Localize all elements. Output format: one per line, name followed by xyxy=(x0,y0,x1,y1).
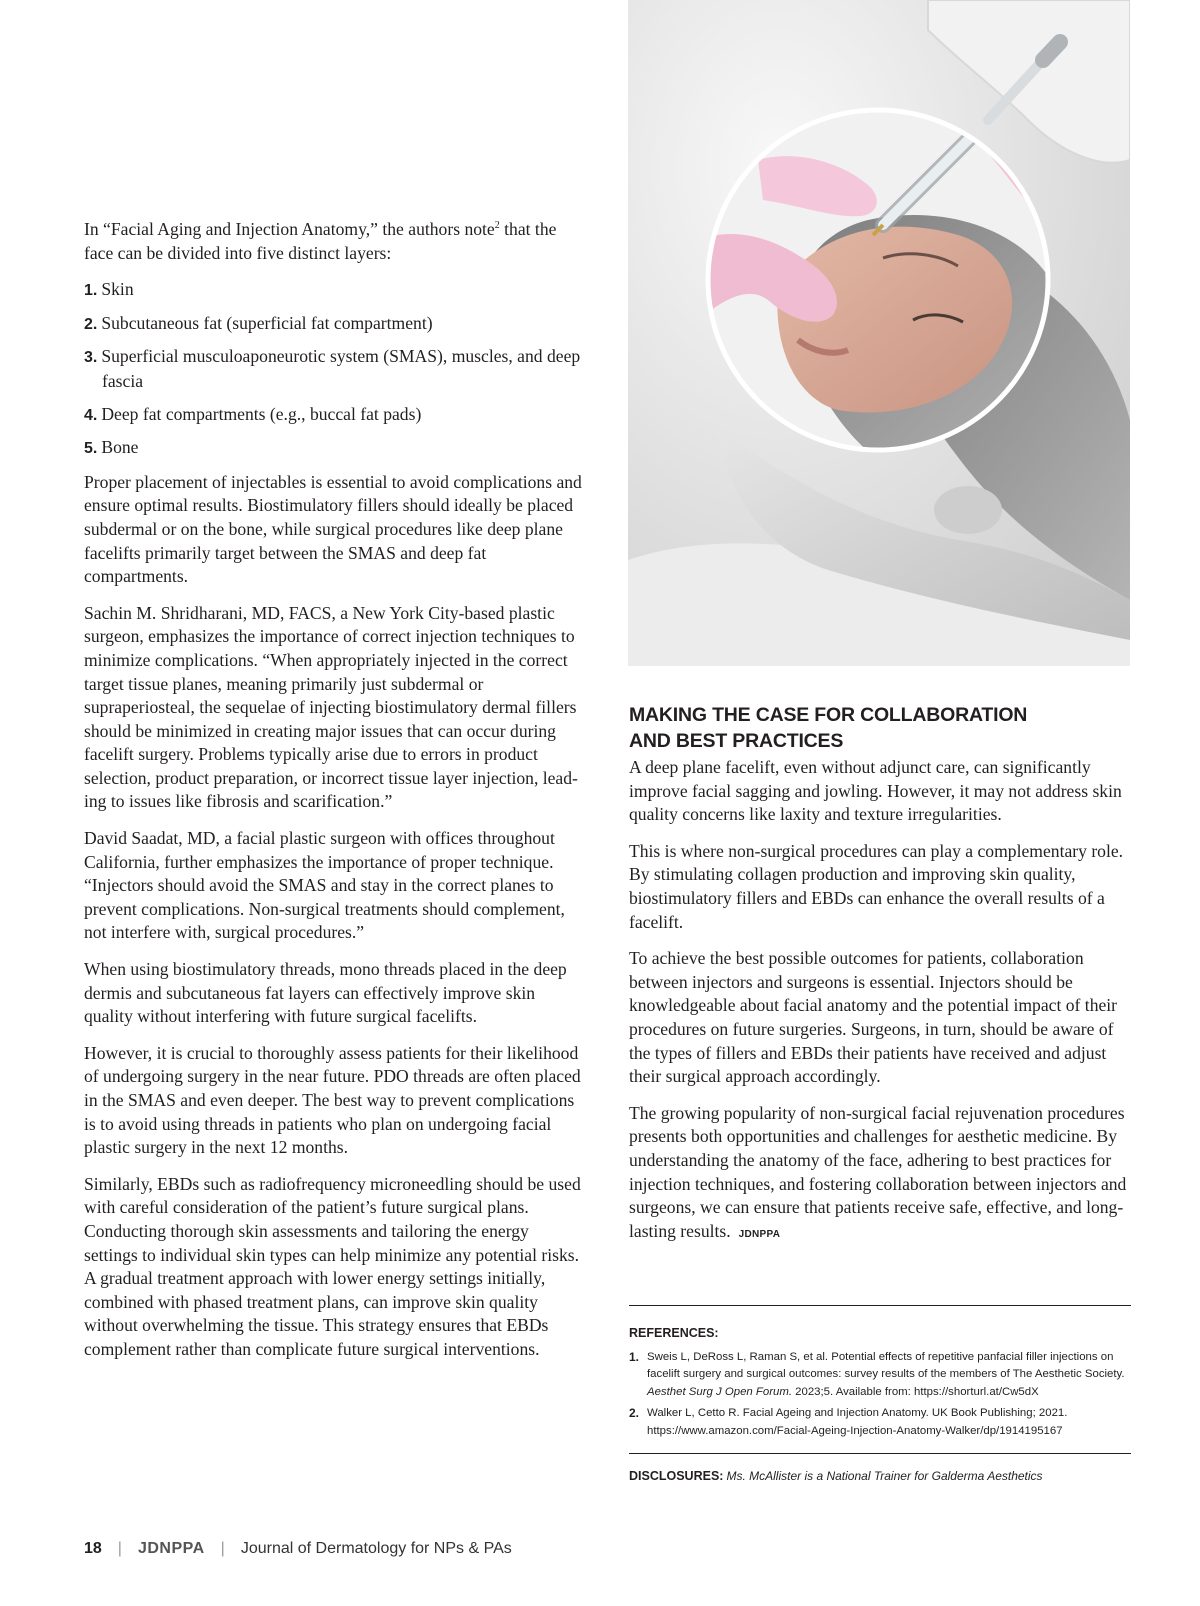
references-section xyxy=(629,1325,1131,1444)
journal-name: Journal of Dermatology for NPs & PAs xyxy=(240,1540,512,1557)
list-item: 2. Subcutaneous fat (superficial fat compartment) xyxy=(84,312,433,333)
body-paragraph: This is where non-surgical procedures can play a complementary role. By stimulating collagen production and improving skin quality, biostimulatory fillers and EBDs can enhance the overall results of a facelift. xyxy=(629,840,1124,932)
body-paragraph: David Saadat, MD, a facial plastic surgeon with offices throughout California, further emphasizes the importance of proper technique. “Injectors should avoid the SMAS and stay in the correct planes to prevent complications. Non-surgical treatments should complement, not interfere with, surgical procedures.” xyxy=(84,828,565,943)
reference-item: 2. Walker L, Cetto R. Facial Ageing and Injection Anatomy. UK Book Publishing; 2021. https://www.amazon.com/Facial-Ageing-Injection-Anatomy-Walker/dp/1914195167 xyxy=(629,1406,1068,1437)
page-footer xyxy=(84,1540,512,1558)
disclosures xyxy=(629,1469,1131,1483)
page-number: 18 xyxy=(84,1540,102,1557)
references-title: REFERENCES: xyxy=(629,1326,719,1340)
citation-superscript: 2 xyxy=(494,220,500,231)
body-paragraph: A deep plane facelift, even without adjunct care, can significantly improve facial sagging and jowling. However, it may not address skin quality concerns like laxity and texture irregularities. xyxy=(629,757,1122,825)
list-item: 5. Bone xyxy=(84,437,139,458)
intro-paragraph: In “Facial Aging and Injection Anatomy,” the authors note$^2$ that the face can be divided into five distinct layers: xyxy=(84,219,557,263)
journal-brand: JDNPPA xyxy=(137,1540,205,1557)
right-column xyxy=(629,702,1131,1259)
references-list xyxy=(629,1349,1131,1441)
footer-separator: | xyxy=(220,1540,225,1557)
body-paragraph: To achieve the best possible outcomes for patients, collaboration between injectors and surgeons is essential. Injectors should be knowledgeable about facial anatomy and the potential impact of their procedures on future surgeries. Surgeons, in turn, should be aware of the types of fillers and EBDs their patients have received and adjust their surgical approach accordingly. xyxy=(629,948,1118,1087)
body-paragraph: Sachin M. Shridharani, MD, FACS, a New York City-based plastic surgeon, emphasizes the importance of correct injection techniques to minimize complications. “When appropriately injected in the correct target tissue planes, meaning primarily just subdermal or supraperiosteal, the sequelae of injecting biostimulatory dermal fillers should be minimized in creating major issues that can occur during facelift surgery. Problems typically arise due to errors in product selection, product preparation, or incorrect tissue layer injection, leading to issues like fibrosis and scarification.” xyxy=(84,602,578,812)
divider xyxy=(629,1453,1131,1454)
left-column xyxy=(84,218,584,1375)
footer-separator: | xyxy=(117,1540,122,1557)
body-paragraph: Proper placement of injectables is essential to avoid complications and ensure optimal results. Biostimulatory fillers should ideally be placed subdermal or on the bone, while surgical procedures like deep plane facelifts primarily target between the SMAS and deep fat compartments. xyxy=(84,471,582,587)
list-item: 4. Deep fat compartments (e.g., buccal fat pads) xyxy=(84,403,422,424)
facial-layers-list xyxy=(84,278,584,461)
divider xyxy=(629,1305,1131,1306)
body-paragraph: When using biostimulatory threads, mono threads placed in the deep dermis and subcutaneous fat layers can effectively improve skin quality without interfering with future surgical facelifts. xyxy=(84,959,567,1027)
disclosures-label: DISCLOSURES: xyxy=(629,1469,724,1483)
reference-item: 1. Sweis L, DeRoss L, Raman S, et al. Potential effects of repetitive panfacial filler injections on facelift surgery and surgical outcomes: survey results of the members of The Aesthetic Society. Aesthet Surg J Open Forum. 2023;5. Available from: https://shorturl.at/Cw5dX xyxy=(629,1349,1125,1398)
section-heading: MAKING THE CASE FOR COLLABORATION AND BEST PRACTICES xyxy=(629,704,1028,752)
body-paragraph: Similarly, EBDs such as radiofrequency microneedling should be used with careful consideration of the patient’s future surgical plans. Conducting thorough skin assessments and tailoring the energy settings to individual skin types can help minimize any potential risks. A gradual treatment approach with lower energy settings initially, combined with phased treatment plans, can improve skin quality without overwhelming the tissue. This strategy ensures that EBDs complement rather than complicate future surgical interventions. xyxy=(84,1173,581,1359)
disclosures-text: Ms. McAllister is a National Trainer for Galderma Aesthetics xyxy=(726,1469,1043,1483)
list-item: 3. Superficial musculoaponeurotic system (SMAS), muscles, and deep fascia xyxy=(84,346,581,391)
body-paragraph: However, it is crucial to thoroughly assess patients for their likelihood of undergoing surgery in the near future. PDO threads are often placed in the SMAS and even deeper. The best way to prevent complications is to avoid using threads in patients who plan on undergoing facial plastic surgery in the next 12 months. xyxy=(84,1042,581,1158)
list-item: 1. Skin xyxy=(84,279,134,300)
injection-procedure-photo xyxy=(628,0,1130,666)
body-paragraph: The growing popularity of non-surgical facial rejuvenation procedures presents both opportunities and challenges for aesthetic medicine. By understanding the anatomy of the face, adhering to best practices for injection techniques, and fostering collaboration between injectors and surgeons, we can ensure that patients receive safe, effective, and long-lasting results. JDNPPA xyxy=(629,1102,1127,1241)
end-mark: JDNPPA xyxy=(738,1228,781,1240)
